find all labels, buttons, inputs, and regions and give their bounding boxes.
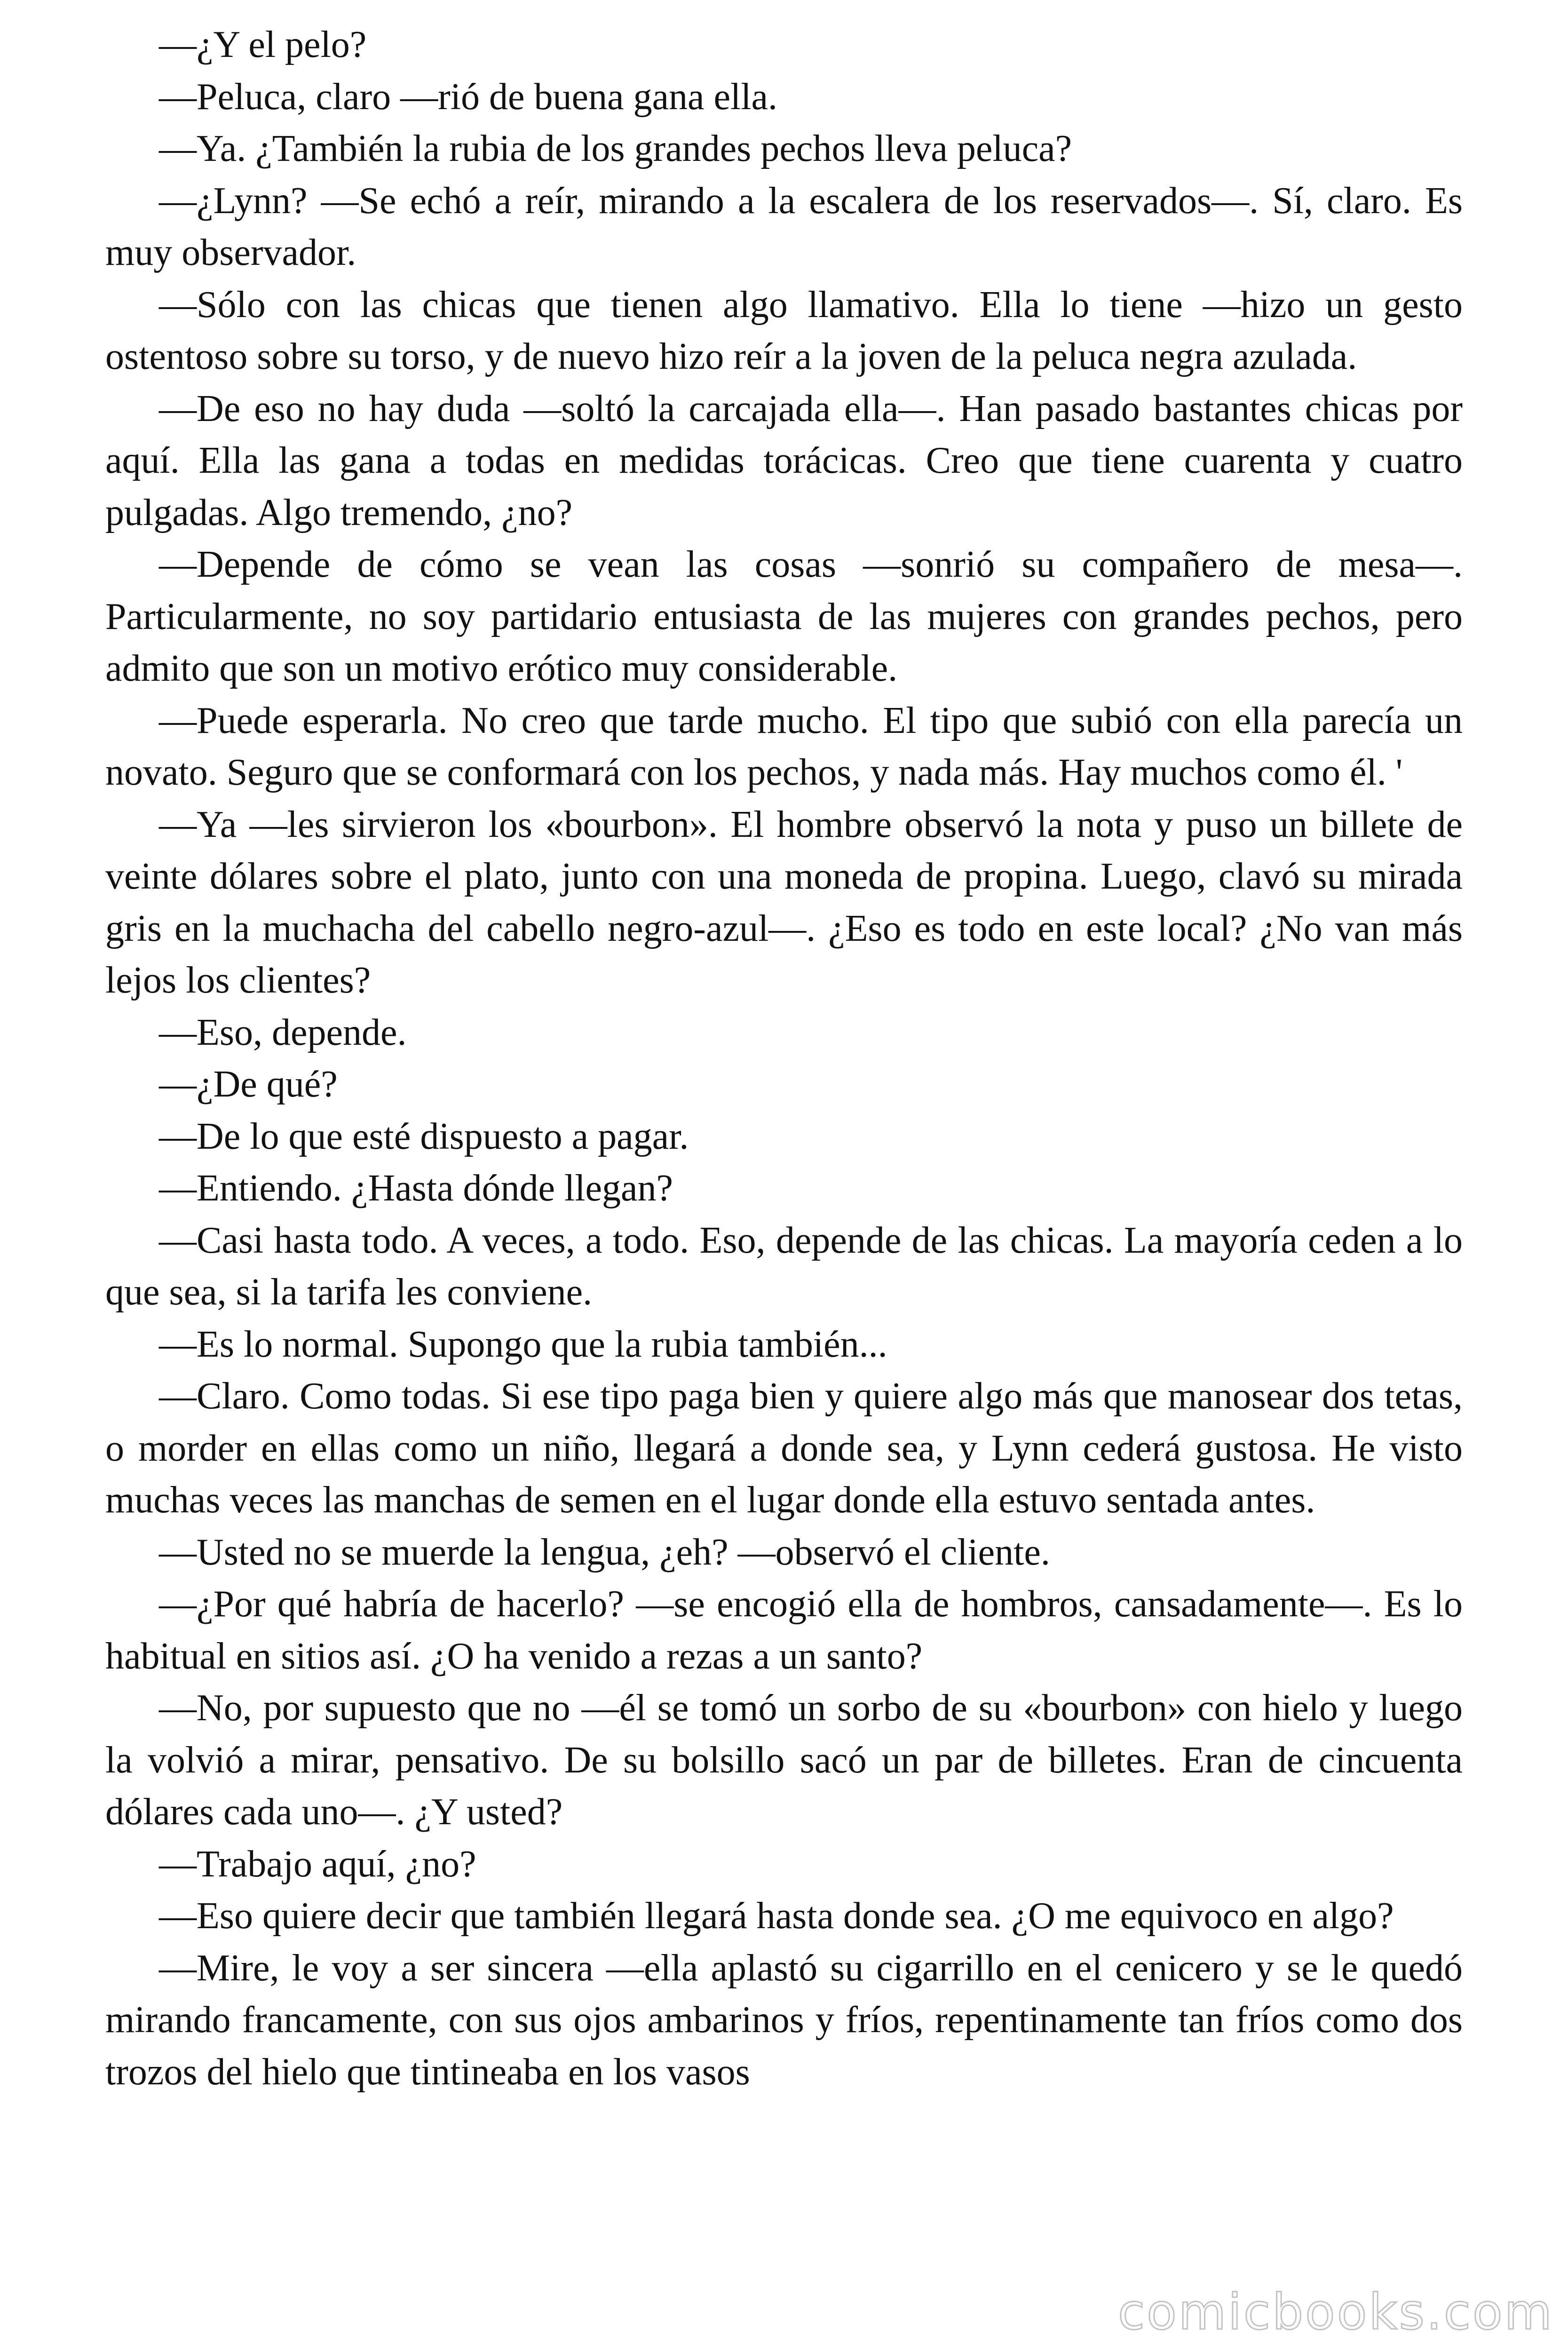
paragraph-13: —Entiendo. ¿Hasta dónde llegan? bbox=[159, 1168, 673, 1209]
paragraph-3: —Ya. ¿También la rubia de los grandes pechos lleva peluca? bbox=[159, 128, 1072, 169]
paragraph-19: —No, por supuesto que no —él se tomó un sorbo de su «bourbon» con hielo y luego la volvió a mirar, pensativo. De su bolsillo sacó un par de billetes. Eran de cincuenta dólares cada uno—. ¿Y usted? bbox=[105, 1687, 1463, 1833]
paragraph-18: —¿Por qué habría de hacerlo? —se encogió ella de hombros, cansadamente—. Es lo habitual en sitios así. ¿O ha venido a rezas a un santo? bbox=[105, 1583, 1463, 1677]
paragraph-20: —Trabajo aquí, ¿no? bbox=[159, 1843, 476, 1885]
paragraph-15: —Es lo normal. Supongo que la rubia también... bbox=[159, 1323, 887, 1365]
paragraph-5: —Sólo con las chicas que tienen algo llamativo. Ella lo tiene —hizo un gesto ostentoso sobre su torso, y de nuevo hizo reír a la joven de la peluca negra azulada. bbox=[105, 284, 1463, 377]
paragraph-4: —¿Lynn? —Se echó a reír, mirando a la escalera de los reservados—. Sí, claro. Es muy observador. bbox=[105, 180, 1463, 273]
paragraph-9: —Ya —les sirvieron los «bourbon». El hombre observó la nota y puso un billete de veinte dólares sobre el plato, junto con una moneda de propina. Luego, clavó su mirada gris en la muchacha del cabello negro-azul—. ¿Eso es todo en este local? ¿No van más lejos los clientes? bbox=[105, 803, 1463, 1001]
watermark: comicbooks.com bbox=[1117, 2283, 1554, 2341]
paragraph-17: —Usted no se muerde la lengua, ¿eh? —observó el cliente. bbox=[159, 1531, 1050, 1573]
page-body bbox=[105, 19, 1463, 2098]
paragraph-12: —De lo que esté dispuesto a pagar. bbox=[159, 1115, 689, 1157]
paragraph-21: —Eso quiere decir que también llegará hasta donde sea. ¿O me equivoco en algo? bbox=[159, 1895, 1394, 1937]
paragraph-16: —Claro. Como todas. Si ese tipo paga bien y quiere algo más que manosear dos tetas, o morder en ellas como un niño, llegará a donde sea, y Lynn cederá gustosa. He visto muchas veces las manchas de semen en el lugar donde ella estuvo sentada antes. bbox=[105, 1375, 1463, 1521]
paragraph-14: —Casi hasta todo. A veces, a todo. Eso, depende de las chicas. La mayoría ceden a lo que sea, si la tarifa les conviene. bbox=[105, 1219, 1463, 1313]
paragraph-10: —Eso, depende. bbox=[159, 1011, 407, 1053]
paragraph-6: —De eso no hay duda —soltó la carcajada ella—. Han pasado bastantes chicas por aquí. Ella las gana a todas en medidas torácicas. Creo que tiene cuarenta y cuatro pulgadas. Algo tremendo, ¿no? bbox=[105, 388, 1463, 533]
paragraph-1: —¿Y el pelo? bbox=[159, 24, 367, 65]
paragraph-11: —¿De qué? bbox=[159, 1064, 338, 1105]
paragraph-8: —Puede esperarla. No creo que tarde mucho. El tipo que subió con ella parecía un novato. Seguro que se conformará con los pechos, y nada más. Hay muchos como él. ' bbox=[105, 699, 1463, 793]
paragraph-22: —Mire, le voy a ser sincera —ella aplastó su cigarrillo en el cenicero y se le quedó mirando francamente, con sus ojos ambarinos y fríos, repentinamente tan fríos como dos trozos del hielo que tintineaba en los vasos bbox=[105, 1947, 1463, 2093]
paragraph-7: —Depende de cómo se vean las cosas —sonrió su compañero de mesa—. Particularmente, no soy partidario entusiasta de las mujeres con grandes pechos, pero admito que son un motivo erótico muy considerable. bbox=[105, 544, 1463, 689]
paragraph-2: —Peluca, claro —rió de buena gana ella. bbox=[159, 76, 777, 118]
